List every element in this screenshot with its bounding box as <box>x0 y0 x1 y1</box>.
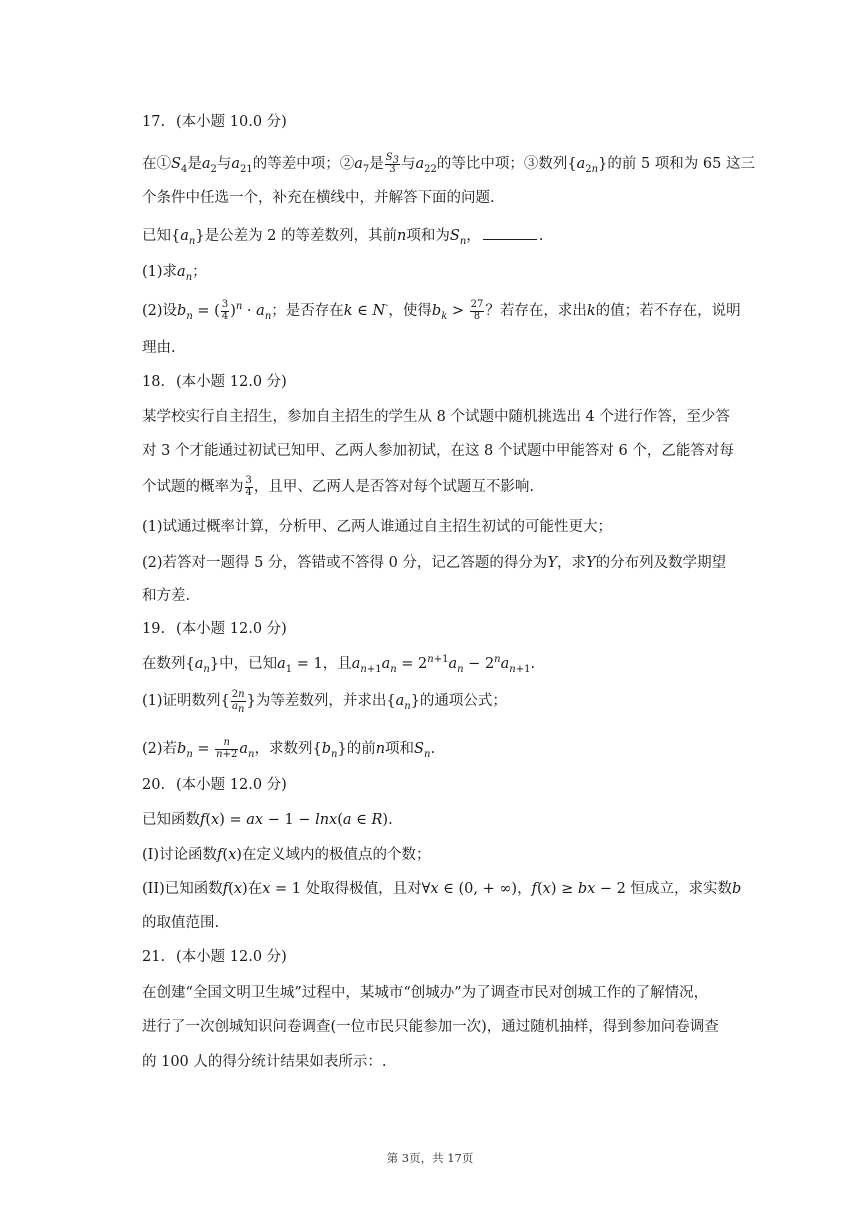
problem-18-line-2: 对 3 个才能通过初试已知甲、乙两人参加初试，在这 8 个试题中甲能答对 6 个，乙能答对每 <box>142 443 734 459</box>
problem-19-line-1: 在数列$\{a_n\}$中，已知$a_1 = 1$，且$a_{n+1}a_n = 2^{n+1}a_n - 2^na_{n+1}$. <box>142 654 536 675</box>
problem-header: (本小题 10.0 分) <box>176 114 287 130</box>
problem-19-part-2: (2)若$b_n$ = $\frac{n}{n+2}$ $a_n$，求数列$\{b_n\}$的前n项和$S_n$. <box>142 737 436 760</box>
problem-21-line-3: 的 100 人的得分统计结果如表所示：. <box>142 1054 387 1070</box>
problem-18-line-1: 某学校实行自主招生，参加自主招生的学生从 8 个试题中随机挑选出 4 个进行作答，至少答 <box>142 409 730 425</box>
problem-21-title <box>142 950 287 965</box>
problem-20-line-4: 的取值范围. <box>142 915 220 931</box>
problem-17-line-3: 已知$\{a_n\}$是公差为 2 的等差数列，其前n项和为$S_n$， . <box>142 228 544 247</box>
problem-19-part-1: (1)证明数列{ $\frac{2n}{a_n}$ }为等差数列，并求出$\{a_n\}$的通项公式； <box>142 689 507 715</box>
problem-number: 18. <box>142 374 166 390</box>
answer-blank <box>483 227 537 240</box>
problem-17-title <box>142 115 287 130</box>
problem-number: 20. <box>142 777 166 793</box>
problem-17-part-2: (2)设$b_n$ = ( $\frac{3}{4}$ )$^n \cdot a_n$；是否存在k ∈ N·，使得$b_k$ > $\frac{27}{8}$ ？若存在，求出k的值；若不存在，说明 <box>142 299 741 322</box>
problem-18-part-1: (1)试通过概率计算，分析甲、乙两人谁通过自主招生初试的可能性更大； <box>142 519 613 535</box>
problem-18-part-2: (2)若答对一题得 5 分，答错或不答得 0 分，记乙答题的得分为Y，求Y的分布列及数学期望 <box>142 555 727 571</box>
page-footer: 第 3页，共 17页 <box>386 1151 474 1165</box>
problem-17-line-2: 个条件中任选一个，补充在横线中，并解答下面的问题. <box>142 190 495 206</box>
problem-17-part-1: (1)求$a_n$； <box>142 264 207 283</box>
problem-21-line-1: 在创建“全国文明卫生城”过程中，某城市“创城办”为了调查市民对创城工作的了解情况， <box>142 985 709 1001</box>
problem-number: 21. <box>142 949 166 965</box>
problem-17-line-6: 理由. <box>142 340 176 356</box>
problem-19-title <box>142 622 287 637</box>
problem-header: (本小题 12.0 分) <box>176 621 287 637</box>
problem-20-part-2: (II)已知函数f(x)在x = 1 处取得极值，且对∀x ∈ (0, + ∞)，f(x) ≥ bx − 2 恒成立，求实数b <box>142 881 742 897</box>
problem-21-line-2: 进行了一次创城知识问卷调查(一位市民只能参加一次)，通过随机抽样，得到参加问卷调查 <box>142 1019 719 1035</box>
problem-18-line-6: 和方差. <box>142 588 191 604</box>
problem-header: (本小题 12.0 分) <box>176 949 287 965</box>
problem-20-title <box>142 778 287 793</box>
problem-17-line-1: 在$①S_4$是$a_2$与$a_{21}$的等差中项；$②a_7$是 $\frac{S_3}{3}$ 与$a_{22}$的等比中项；③数列$\{a_{2n}\}$的前 5 项和为 65 这三 <box>142 152 755 175</box>
problem-18-line-3: 个试题的概率为 $\frac{3}{4}$ ，且甲、乙两人是否答对每个试题互不影响. <box>142 475 534 498</box>
problem-20-part-1: (I)讨论函数f(x)在定义域内的极值点的个数； <box>142 847 431 863</box>
problem-20-line-1: 已知函数f(x) = ax − 1 − lnx(a ∈ R). <box>142 812 393 828</box>
problem-number: 19. <box>142 621 166 637</box>
problem-header: (本小题 12.0 分) <box>176 777 287 793</box>
problem-18-title <box>142 375 287 390</box>
problem-header: (本小题 12.0 分) <box>176 374 287 390</box>
problem-number: 17. <box>142 114 166 130</box>
